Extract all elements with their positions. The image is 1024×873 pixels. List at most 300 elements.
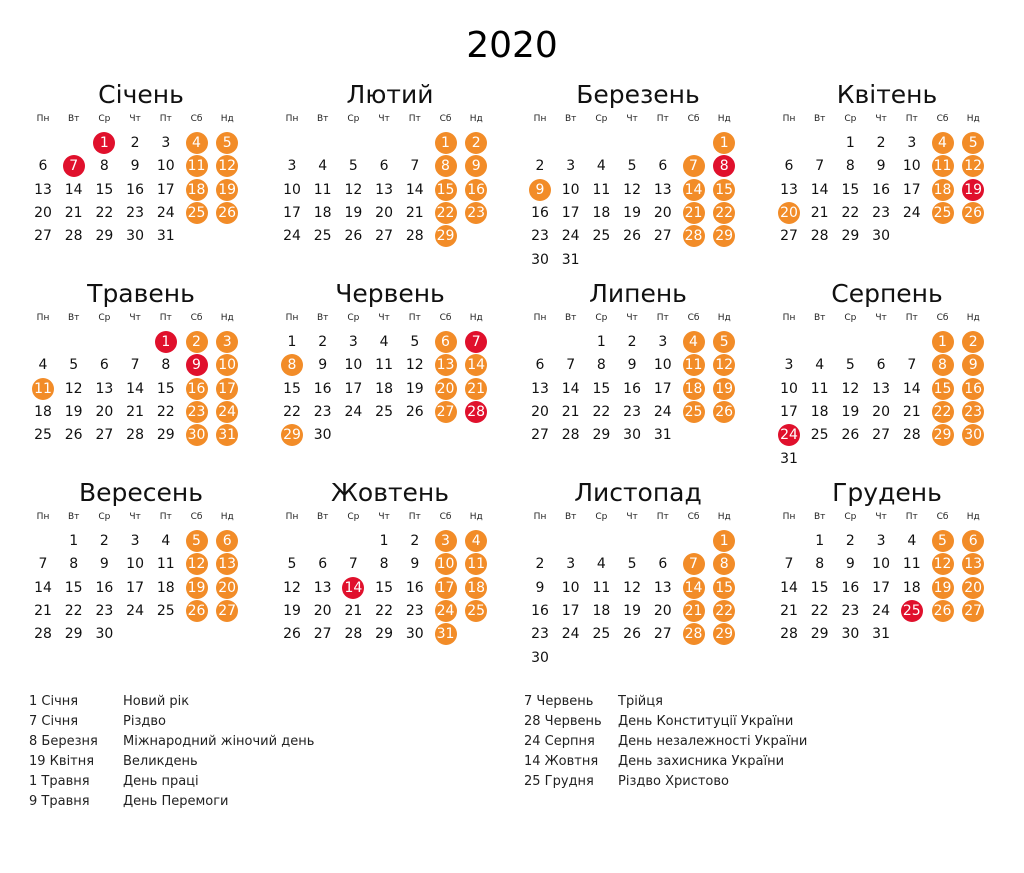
day-number: 19 xyxy=(623,204,641,221)
day-number: 20 xyxy=(34,204,52,221)
day-number: 18 xyxy=(902,579,921,596)
weekday-label: Сб xyxy=(936,512,949,522)
weekend-day-marker: 22 xyxy=(713,600,735,622)
day-number: 1 xyxy=(69,533,79,549)
weekday-label: Пн xyxy=(782,114,796,124)
weekday-label: Чт xyxy=(129,114,141,124)
day-number: 28 xyxy=(902,427,921,444)
day-cell xyxy=(308,424,338,447)
day-cell xyxy=(338,553,368,576)
day-cell xyxy=(617,600,647,623)
weekday-label: Ср xyxy=(98,114,111,124)
weekday-label: Ср xyxy=(595,114,608,124)
day-cell xyxy=(212,179,242,202)
day-number: 11 xyxy=(313,181,332,198)
day-cell xyxy=(212,132,242,155)
month-block xyxy=(277,279,493,444)
weekend-day-marker: 4 xyxy=(186,132,208,154)
day-cell xyxy=(120,577,150,600)
day-number: 21 xyxy=(780,602,798,619)
weekday-label: Чт xyxy=(129,313,141,323)
day-cell xyxy=(89,577,119,600)
day-cell xyxy=(461,331,491,354)
day-number: 28 xyxy=(405,228,424,245)
day-cell xyxy=(277,225,307,248)
day-cell xyxy=(774,202,804,225)
day-cell xyxy=(958,553,988,576)
day-cell xyxy=(866,623,896,646)
holiday-date: 19 Квітня xyxy=(29,754,95,769)
day-number: 20 xyxy=(872,403,890,420)
day-cell xyxy=(369,179,399,202)
weekday-label: Пн xyxy=(782,313,796,323)
day-number: 12 xyxy=(344,181,363,198)
day-cell xyxy=(648,155,678,178)
day-cell xyxy=(679,155,709,178)
day-cell xyxy=(308,331,338,354)
day-number: 21 xyxy=(902,403,921,420)
day-cell xyxy=(556,225,586,248)
day-cell xyxy=(556,378,586,401)
day-cell xyxy=(774,577,804,600)
day-number: 25 xyxy=(375,403,393,420)
holiday-name: Різдво Христово xyxy=(618,774,729,789)
weekend-day-marker: 2 xyxy=(465,132,487,154)
weekday-label: Вт xyxy=(67,512,80,522)
day-cell xyxy=(431,530,461,553)
day-cell xyxy=(805,600,835,623)
day-number: 27 xyxy=(653,626,672,643)
day-number: 16 xyxy=(313,380,332,397)
weekend-day-marker: 5 xyxy=(216,132,238,154)
day-number: 24 xyxy=(561,228,580,245)
day-cell xyxy=(431,331,461,354)
holiday-row xyxy=(524,772,807,792)
day-cell xyxy=(835,179,865,202)
day-cell xyxy=(277,378,307,401)
weekend-day-marker: 11 xyxy=(186,155,208,177)
day-number: 13 xyxy=(95,380,114,397)
day-cell xyxy=(556,354,586,377)
day-cell xyxy=(431,378,461,401)
day-cell xyxy=(805,577,835,600)
day-cell xyxy=(151,577,181,600)
day-cell xyxy=(59,378,89,401)
weekend-day-marker: 4 xyxy=(683,331,705,353)
weekday-label: Пт xyxy=(905,114,918,124)
day-cell xyxy=(928,553,958,576)
day-cell xyxy=(805,378,835,401)
weekday-label: Ср xyxy=(347,313,360,323)
holiday-name: День праці xyxy=(123,774,199,789)
weekday-label: Чт xyxy=(626,114,638,124)
day-cell xyxy=(212,331,242,354)
day-cell xyxy=(151,155,181,178)
day-number: 6 xyxy=(658,556,668,573)
day-number: 24 xyxy=(902,204,921,221)
day-number: 19 xyxy=(283,602,301,619)
day-cell xyxy=(897,155,927,178)
day-number: 20 xyxy=(375,204,393,221)
day-cell xyxy=(866,378,896,401)
day-number: 19 xyxy=(64,403,83,420)
day-cell xyxy=(277,179,307,202)
day-number: 6 xyxy=(784,158,794,175)
holiday-date: 24 Серпня xyxy=(524,734,595,749)
weekend-day-marker: 23 xyxy=(962,401,984,423)
day-number: 12 xyxy=(623,181,641,198)
day-number: 3 xyxy=(348,334,358,350)
weekend-day-marker: 28 xyxy=(683,225,705,247)
day-cell xyxy=(59,225,89,248)
day-cell xyxy=(59,577,89,600)
weekend-day-marker: 29 xyxy=(435,225,457,247)
day-cell xyxy=(648,401,678,424)
day-cell xyxy=(866,600,896,623)
weekday-label: Пн xyxy=(285,313,299,323)
weekend-day-marker: 18 xyxy=(465,577,487,599)
day-number: 3 xyxy=(287,158,297,175)
day-cell xyxy=(182,155,212,178)
day-number: 14 xyxy=(561,380,580,397)
day-cell xyxy=(648,600,678,623)
weekday-label: Пт xyxy=(159,313,172,323)
month-name: Листопад xyxy=(574,478,702,507)
day-number: 9 xyxy=(130,158,140,175)
day-cell xyxy=(586,424,616,447)
day-number: 26 xyxy=(841,427,860,444)
weekday-label: Нд xyxy=(469,313,483,323)
weekday-label: Сб xyxy=(687,313,700,323)
day-cell xyxy=(835,132,865,155)
day-cell xyxy=(617,202,647,225)
weekend-day-marker: 20 xyxy=(435,378,457,400)
day-cell xyxy=(89,600,119,623)
day-number: 18 xyxy=(156,579,175,596)
weekend-day-marker: 17 xyxy=(435,577,457,599)
day-cell xyxy=(277,354,307,377)
day-cell xyxy=(212,577,242,600)
day-number: 16 xyxy=(405,579,424,596)
weekday-label: Нд xyxy=(220,114,234,124)
day-cell xyxy=(461,378,491,401)
day-cell xyxy=(461,202,491,225)
day-number: 21 xyxy=(405,204,424,221)
day-cell xyxy=(400,401,430,424)
day-number: 19 xyxy=(841,403,860,420)
day-cell xyxy=(369,577,399,600)
day-cell xyxy=(120,378,150,401)
day-number: 10 xyxy=(561,181,580,198)
day-cell xyxy=(805,179,835,202)
day-number: 26 xyxy=(344,228,363,245)
day-cell xyxy=(308,354,338,377)
day-cell xyxy=(151,401,181,424)
day-cell xyxy=(120,553,150,576)
day-cell xyxy=(59,623,89,646)
day-number: 13 xyxy=(375,181,393,198)
day-number: 2 xyxy=(627,334,637,350)
weekend-day-marker: 10 xyxy=(435,553,457,575)
weekend-day-marker: 7 xyxy=(683,553,705,575)
day-cell xyxy=(151,354,181,377)
holiday-day-marker: 14 xyxy=(342,577,364,599)
day-cell xyxy=(866,530,896,553)
day-cell xyxy=(400,179,430,202)
day-number: 13 xyxy=(872,380,890,397)
weekday-label: Вт xyxy=(67,114,80,124)
day-cell xyxy=(617,401,647,424)
day-cell xyxy=(774,401,804,424)
weekday-label: Пт xyxy=(905,512,918,522)
holiday-name: Різдво xyxy=(123,714,166,729)
day-cell xyxy=(774,378,804,401)
day-number: 19 xyxy=(405,380,424,397)
day-cell xyxy=(308,623,338,646)
day-cell xyxy=(308,553,338,576)
day-number: 16 xyxy=(126,181,144,198)
day-cell xyxy=(525,623,555,646)
day-number: 13 xyxy=(780,181,798,198)
weekend-day-marker: 8 xyxy=(932,354,954,376)
day-number: 6 xyxy=(876,357,886,374)
weekday-label: Пт xyxy=(905,313,918,323)
holiday-row xyxy=(524,712,807,732)
weekend-day-marker: 17 xyxy=(216,378,238,400)
day-number: 12 xyxy=(64,380,83,397)
day-cell xyxy=(897,424,927,447)
day-cell xyxy=(212,155,242,178)
day-cell xyxy=(709,354,739,377)
day-cell xyxy=(120,155,150,178)
day-cell xyxy=(928,424,958,447)
weekday-label: Вт xyxy=(813,114,826,124)
day-cell xyxy=(586,577,616,600)
day-number: 29 xyxy=(156,427,175,444)
day-number: 29 xyxy=(64,626,83,643)
weekday-label: Вт xyxy=(67,313,80,323)
day-cell xyxy=(338,331,368,354)
day-number: 11 xyxy=(902,556,921,573)
day-cell xyxy=(525,553,555,576)
weekday-label: Чт xyxy=(875,114,887,124)
weekday-label: Вт xyxy=(564,512,577,522)
day-number: 8 xyxy=(99,158,109,175)
day-cell xyxy=(866,401,896,424)
weekend-day-marker: 14 xyxy=(465,354,487,376)
day-cell xyxy=(369,623,399,646)
day-cell xyxy=(369,331,399,354)
weekday-label: Сб xyxy=(687,114,700,124)
day-number: 15 xyxy=(95,181,114,198)
day-number: 7 xyxy=(566,357,576,374)
weekend-day-marker: 23 xyxy=(465,202,487,224)
day-number: 17 xyxy=(780,403,798,420)
day-cell xyxy=(400,225,430,248)
day-cell xyxy=(648,577,678,600)
weekday-label: Ср xyxy=(595,313,608,323)
day-number: 23 xyxy=(95,602,114,619)
day-cell xyxy=(212,354,242,377)
day-cell xyxy=(928,600,958,623)
day-number: 1 xyxy=(287,334,297,350)
weekend-day-marker: 6 xyxy=(962,530,984,552)
day-number: 17 xyxy=(126,579,144,596)
weekday-label: Сб xyxy=(687,512,700,522)
day-number: 31 xyxy=(872,626,890,643)
weekend-day-marker: 29 xyxy=(932,424,954,446)
day-number: 23 xyxy=(405,602,424,619)
day-cell xyxy=(277,202,307,225)
holiday-date: 25 Грудня xyxy=(524,774,594,789)
day-number: 27 xyxy=(872,427,890,444)
weekend-day-marker: 7 xyxy=(683,155,705,177)
day-cell xyxy=(774,354,804,377)
day-cell xyxy=(151,132,181,155)
month-name: Травень xyxy=(87,279,195,308)
weekend-day-marker: 27 xyxy=(962,600,984,622)
weekend-day-marker: 21 xyxy=(465,378,487,400)
day-cell xyxy=(805,225,835,248)
day-number: 17 xyxy=(283,204,301,221)
day-number: 7 xyxy=(815,158,825,175)
day-cell xyxy=(897,401,927,424)
weekend-day-marker: 22 xyxy=(435,202,457,224)
day-cell xyxy=(525,424,555,447)
day-cell xyxy=(556,424,586,447)
weekend-day-marker: 18 xyxy=(683,378,705,400)
day-cell xyxy=(679,225,709,248)
day-cell xyxy=(308,155,338,178)
day-cell xyxy=(805,623,835,646)
day-cell xyxy=(617,378,647,401)
day-cell xyxy=(679,378,709,401)
day-cell xyxy=(461,577,491,600)
day-number: 6 xyxy=(379,158,389,175)
holiday-date: 28 Червень xyxy=(524,714,602,729)
day-number: 21 xyxy=(344,602,363,619)
day-number: 14 xyxy=(810,181,829,198)
day-cell xyxy=(525,202,555,225)
day-number: 5 xyxy=(845,357,855,374)
day-number: 11 xyxy=(156,556,175,573)
day-number: 24 xyxy=(156,204,175,221)
day-cell xyxy=(212,553,242,576)
day-number: 30 xyxy=(126,228,144,245)
day-cell xyxy=(277,623,307,646)
weekend-day-marker: 6 xyxy=(435,331,457,353)
weekend-day-marker: 24 xyxy=(435,600,457,622)
holiday-day-marker: 9 xyxy=(186,354,208,376)
weekend-day-marker: 30 xyxy=(186,424,208,446)
day-number: 5 xyxy=(69,357,79,374)
weekend-day-marker: 13 xyxy=(435,354,457,376)
day-cell xyxy=(897,378,927,401)
day-cell xyxy=(928,155,958,178)
day-cell xyxy=(431,600,461,623)
day-cell xyxy=(928,577,958,600)
weekend-day-marker: 12 xyxy=(186,553,208,575)
weekend-day-marker: 30 xyxy=(962,424,984,446)
day-number: 8 xyxy=(379,556,389,573)
day-number: 7 xyxy=(130,357,140,374)
day-cell xyxy=(28,577,58,600)
weekday-label: Пт xyxy=(656,313,669,323)
day-cell xyxy=(709,378,739,401)
weekend-day-marker: 27 xyxy=(216,600,238,622)
day-cell xyxy=(369,600,399,623)
month-name: Вересень xyxy=(79,478,203,507)
day-number: 23 xyxy=(623,403,641,420)
weekend-day-marker: 1 xyxy=(932,331,954,353)
day-cell xyxy=(431,179,461,202)
day-number: 2 xyxy=(99,533,109,549)
day-number: 26 xyxy=(623,228,641,245)
day-cell xyxy=(369,225,399,248)
day-cell xyxy=(709,600,739,623)
day-cell xyxy=(182,424,212,447)
weekend-day-marker: 26 xyxy=(962,202,984,224)
day-number: 11 xyxy=(375,357,393,374)
weekday-label: Пт xyxy=(408,313,421,323)
weekday-label: Нд xyxy=(220,512,234,522)
day-cell xyxy=(461,530,491,553)
weekend-day-marker: 19 xyxy=(932,577,954,599)
day-number: 6 xyxy=(658,158,668,175)
day-number: 4 xyxy=(596,556,606,573)
day-number: 9 xyxy=(410,556,420,573)
holiday-name: Міжнародний жіночий день xyxy=(123,734,315,749)
day-cell xyxy=(151,553,181,576)
day-number: 2 xyxy=(410,533,420,549)
day-number: 21 xyxy=(64,204,83,221)
weekday-label: Сб xyxy=(190,313,203,323)
day-cell xyxy=(617,155,647,178)
weekday-label: Нд xyxy=(220,313,234,323)
weekday-label: Нд xyxy=(717,313,731,323)
day-number: 24 xyxy=(872,602,890,619)
day-number: 27 xyxy=(34,228,52,245)
day-cell xyxy=(679,623,709,646)
day-cell xyxy=(958,179,988,202)
day-cell xyxy=(182,202,212,225)
day-number: 27 xyxy=(780,228,798,245)
day-cell xyxy=(120,424,150,447)
weekday-label: Сб xyxy=(936,313,949,323)
day-cell xyxy=(648,331,678,354)
day-number: 23 xyxy=(531,228,549,245)
weekday-label: Вт xyxy=(813,512,826,522)
day-cell xyxy=(586,155,616,178)
day-cell xyxy=(586,354,616,377)
day-cell xyxy=(338,155,368,178)
day-number: 18 xyxy=(313,204,332,221)
day-cell xyxy=(212,424,242,447)
weekday-label: Нд xyxy=(966,313,980,323)
day-cell xyxy=(525,249,555,272)
day-number: 9 xyxy=(845,556,855,573)
day-cell xyxy=(586,553,616,576)
day-cell xyxy=(928,401,958,424)
day-cell xyxy=(431,155,461,178)
day-cell xyxy=(709,155,739,178)
weekend-day-marker: 16 xyxy=(465,179,487,201)
day-cell xyxy=(805,401,835,424)
holiday-row xyxy=(29,712,314,732)
day-cell xyxy=(897,530,927,553)
day-cell xyxy=(556,623,586,646)
day-number: 27 xyxy=(375,228,393,245)
